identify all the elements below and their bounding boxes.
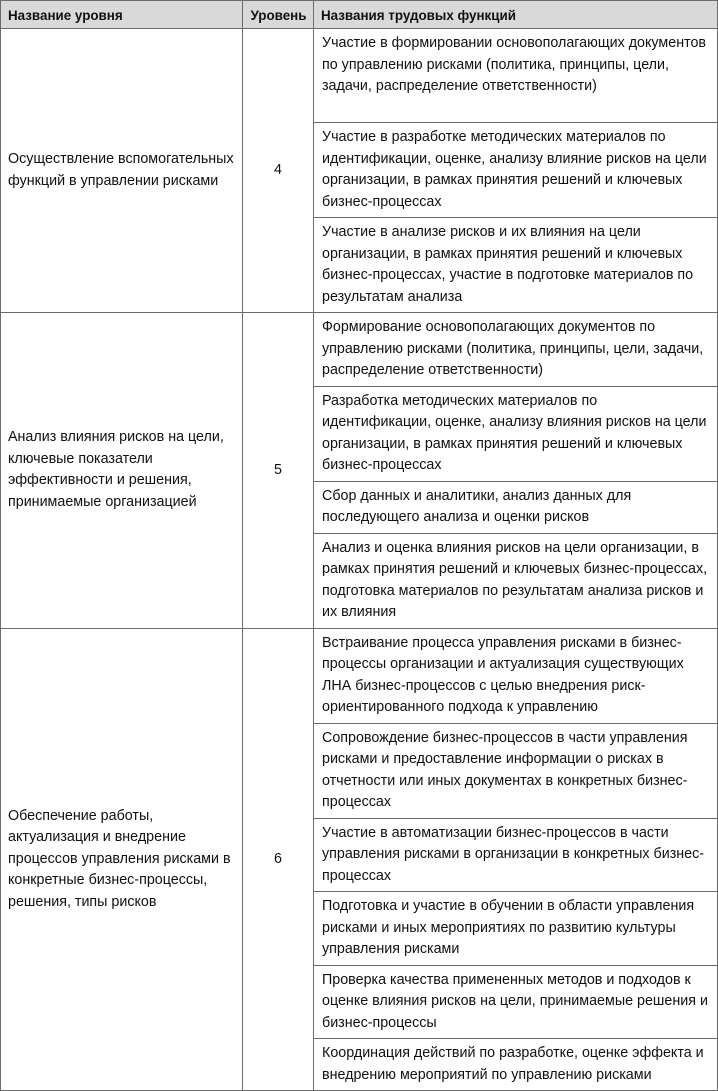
header-functions: Названия трудовых функций xyxy=(314,1,718,29)
function-cell: Участие в формировании основополагающих документов по управлению рисками (политика, принципы, цели, задачи, распределение ответственности) xyxy=(314,29,718,123)
level-number-cell: 5 xyxy=(243,313,314,629)
level-name-cell: Анализ влияния рисков на цели, ключевые показатели эффективности и решения, принимаемые организацией xyxy=(1,313,243,629)
function-cell: Сопровождение бизнес-процессов в части управления рисками и предоставление информации о рисках в отчетности или иных документах в конкретных бизнес-процессах xyxy=(314,723,718,818)
header-level: Уровень xyxy=(243,1,314,29)
function-cell: Разработка методических материалов по идентификации, оценке, анализу влияния рисков на цели организации, в рамках принятия решений и ключевых бизнес-процессах xyxy=(314,386,718,481)
function-cell: Участие в автоматизации бизнес-процессов в части управления рисками в организации в конкретных бизнес-процессах xyxy=(314,818,718,892)
header-level-name: Название уровня xyxy=(1,1,243,29)
function-cell: Встраивание процесса управления рисками в бизнес-процессы организации и актуализация существующих ЛНА бизнес-процессов с целью внедрения риск-ориентированного подхода к управлению xyxy=(314,628,718,723)
function-cell: Сбор данных и аналитики, анализ данных для последующего анализа и оценки рисков xyxy=(314,481,718,533)
header-row xyxy=(1,1,718,29)
level-number-cell: 4 xyxy=(243,29,314,313)
table-row xyxy=(1,29,718,123)
table-body xyxy=(1,29,718,1091)
function-cell: Проверка качества примененных методов и подходов к оценке влияния рисков на цели, принимаемые решения и бизнес-процессы xyxy=(314,965,718,1039)
level-number-cell: 6 xyxy=(243,628,314,1091)
level-name-cell: Обеспечение работы, актуализация и внедрение процессов управления рисками в конкретные бизнес-процессы, решения, типы рисков xyxy=(1,628,243,1091)
function-cell: Участие в разработке методических материалов по идентификации, оценке, анализу влияние рисков на цели организации, в рамках принятия решений и ключевых бизнес-процессах xyxy=(314,123,718,218)
function-cell: Участие в анализе рисков и их влияния на цели организации, в рамках принятия решений и ключевых бизнес-процессах, участие в подготовке материалов по результатам анализа xyxy=(314,218,718,313)
function-cell: Анализ и оценка влияния рисков на цели организации, в рамках принятия решений и ключевых бизнес-процессах, подготовка материалов по результатам анализа рисков и их влияния xyxy=(314,533,718,628)
table-row xyxy=(1,313,718,387)
function-cell: Координация действий по разработке, оценке эффекта и внедрению мероприятий по управлению рисками xyxy=(314,1039,718,1091)
table-header xyxy=(1,1,718,29)
level-name-cell: Осуществление вспомогательных функций в управлении рисками xyxy=(1,29,243,313)
function-cell: Подготовка и участие в обучении в области управления рисками и иных мероприятиях по развитию культуры управления рисками xyxy=(314,892,718,966)
function-cell: Формирование основополагающих документов по управлению рисками (политика, принципы, цели, задачи, распределение ответственности) xyxy=(314,313,718,387)
table-row xyxy=(1,628,718,723)
